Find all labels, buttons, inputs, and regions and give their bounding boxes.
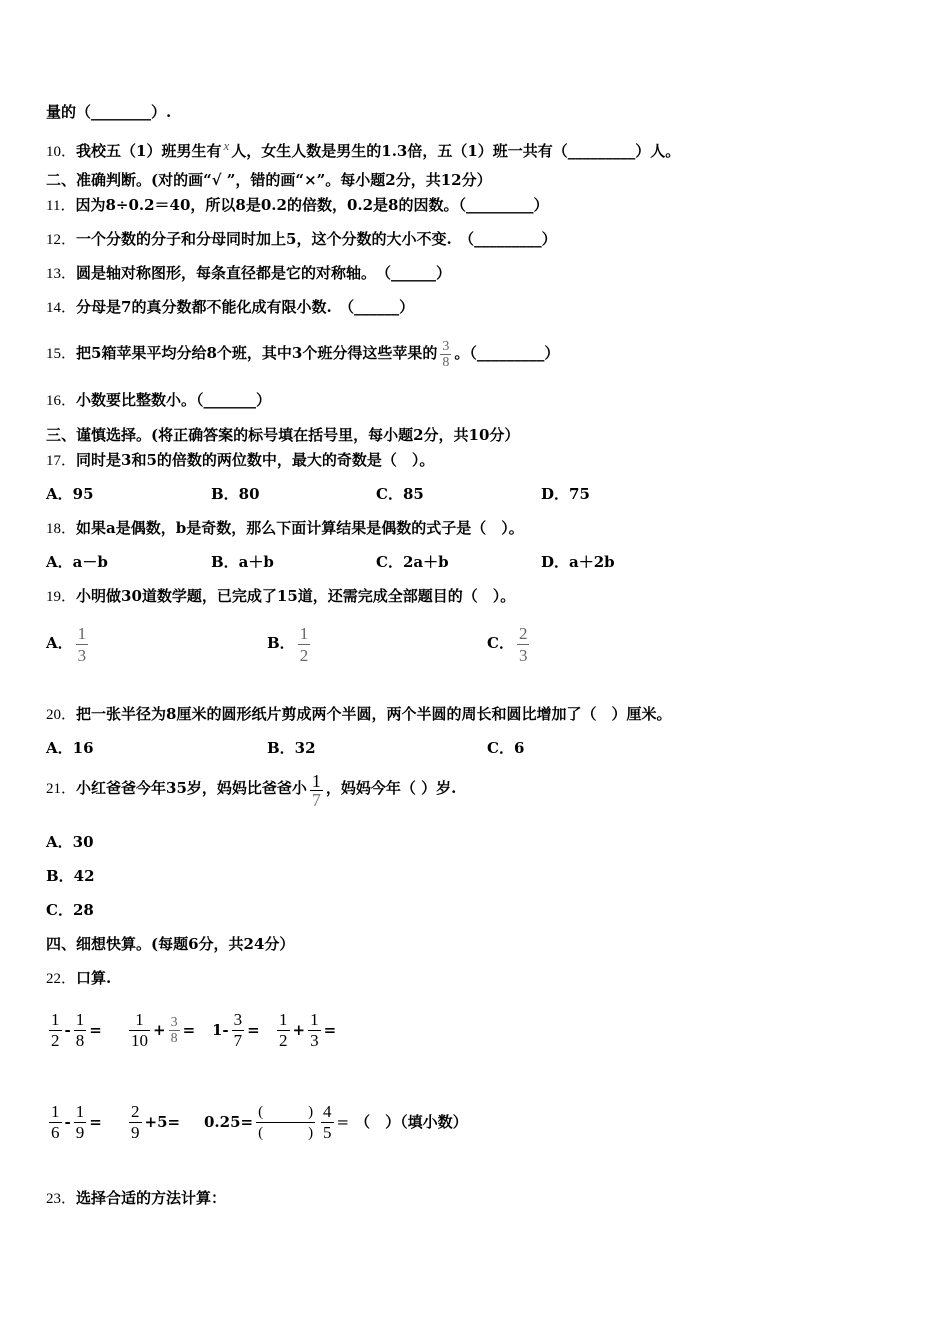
- fraction-1-8: $\frac{1}{8}$: [75, 1010, 85, 1050]
- fraction-1-3: $\frac{1}{3}$: [310, 1010, 319, 1050]
- q17-option-a[interactable]: A．95: [46, 485, 94, 503]
- fraction-4-5: $\frac{4}{5}$: [323, 1102, 332, 1142]
- question-11: 11．因为8÷0.2＝40，所以8是0.2的倍数，0.2是8的因数。（_________）: [46, 196, 549, 214]
- q17-option-d[interactable]: D．75: [541, 485, 590, 503]
- calc-1: $\frac{1}{2}$ - $\frac{1}{8}$ =: [51, 1010, 102, 1050]
- fraction-1-9: $\frac{1}{9}$: [75, 1102, 85, 1142]
- question-16: 16．小数要比整数小。（_______）: [46, 391, 272, 409]
- fraction-3-8: $\frac{3}{8}$: [170, 1015, 178, 1046]
- variable-x: x: [223, 138, 230, 153]
- fraction-1-3: $\frac{1}{3}$: [77, 623, 87, 665]
- fraction-2-3: $\frac{2}{3}$: [518, 623, 528, 665]
- calc-6: $\frac{2}{9}$ +5=: [131, 1102, 181, 1142]
- question-14: 14．分母是7的真分数都不能化成有限小数. （______）: [46, 298, 415, 316]
- section-3-heading: 三、谨慎选择。(将正确答案的标号填在括号里，每小题2分，共10分）: [46, 426, 520, 444]
- fraction-1-2: $\frac{1}{2}$: [51, 1010, 60, 1050]
- q17-option-c[interactable]: C．85: [376, 485, 424, 503]
- fraction-3-7: $\frac{3}{7}$: [233, 1010, 243, 1050]
- question-number: 10．: [46, 144, 77, 160]
- section-4-heading: 四、细想快算。(每题6分，共24分）: [46, 935, 295, 953]
- q20-option-a[interactable]: A．16: [46, 739, 94, 757]
- question-18: 18．如果a是偶数，b是奇数，那么下面计算结果是偶数的式子是（ ）。: [46, 519, 524, 537]
- calc-7: 0.25= $\frac{( )}{( )}$: [204, 1104, 314, 1141]
- fraction-1-10: $\frac{1}{10}$: [131, 1010, 148, 1050]
- fraction-1-2: $\frac{1}{2}$: [279, 1010, 288, 1050]
- fraction-blank: $\frac{( )}{( )}$: [258, 1104, 314, 1141]
- question-15: 15．把5箱苹果平均分给8个班，其中3个班分得这些苹果的 $\frac{3}{8}$ 。（_________）: [46, 338, 560, 370]
- q19-option-c[interactable]: C． $\frac{2}{3}$: [487, 623, 528, 665]
- q18-option-d[interactable]: D．a＋2b: [541, 553, 615, 571]
- q21-option-c[interactable]: C．28: [46, 901, 94, 919]
- q20-option-c[interactable]: C．6: [487, 739, 525, 757]
- calc-5: $\frac{1}{6}$ - $\frac{1}{9}$ =: [51, 1102, 102, 1142]
- q18-option-a[interactable]: A．a－b: [46, 553, 108, 571]
- section-2-heading: 二、准确判断。(对的画“√ ”，错的画“×”。每小题2分，共12分）: [46, 171, 492, 189]
- fraction-2-9: $\frac{2}{9}$: [131, 1102, 140, 1142]
- calc-3: 1- $\frac{3}{7}$ =: [212, 1010, 260, 1050]
- question-13: 13．圆是轴对称图形，每条直径都是它的对称轴。 （______）: [46, 264, 452, 282]
- calc-8: $\frac{4}{5}$ = （ ）（填小数）: [323, 1102, 468, 1142]
- q19-option-a[interactable]: A． $\frac{1}{3}$: [46, 623, 87, 665]
- q21-option-a[interactable]: A．30: [46, 833, 94, 851]
- calc-2: $\frac{1}{10}$ + $\frac{3}{8}$ =: [131, 1010, 196, 1050]
- fraction-1-7: $\frac{1}{7}$: [311, 771, 321, 810]
- question-10: 10．我校五（1）班男生有 x 人，女生人数是男生的1.3倍，五（1）班一共有（_________）人。: [46, 138, 681, 160]
- question-19: 19．小明做30道数学题，已完成了15道，还需完成全部题目的（ ）。: [46, 587, 516, 605]
- fraction-1-2: $\frac{1}{2}$: [299, 623, 309, 665]
- q18-option-b[interactable]: B．a＋b: [211, 553, 274, 571]
- question-22: 22．口算.: [46, 969, 112, 987]
- question-17: 17．同时是3和5的倍数的两位数中，最大的奇数是（ ）。: [46, 451, 435, 469]
- prev-question-tail: 量的（________）.: [46, 103, 172, 121]
- fraction-1-6: $\frac{1}{6}$: [51, 1102, 60, 1142]
- q17-option-b[interactable]: B．80: [211, 485, 260, 503]
- question-21: 21．小红爸爸今年35岁，妈妈比爸爸小 $\frac{1}{7}$ ，妈妈今年（ ）岁.: [46, 771, 457, 810]
- question-23: 23．选择合适的方法计算：: [46, 1189, 227, 1207]
- question-20: 20．把一张半径为8厘米的圆形纸片剪成两个半圆，两个半圆的周长和圆比增加了（ ）厘米。: [46, 705, 672, 723]
- calc-4: $\frac{1}{2}$ + $\frac{1}{3}$ =: [279, 1010, 337, 1050]
- q21-option-b[interactable]: B．42: [46, 867, 95, 885]
- fraction-3-8: $\frac{3}{8}$: [442, 338, 450, 370]
- q20-option-b[interactable]: B．32: [267, 739, 316, 757]
- question-12: 12．一个分数的分子和分母同时加上5，这个分数的大小不变. （_________）: [46, 230, 557, 248]
- q18-option-c[interactable]: C．2a＋b: [376, 553, 449, 571]
- q19-option-b[interactable]: B． $\frac{1}{2}$: [267, 623, 309, 665]
